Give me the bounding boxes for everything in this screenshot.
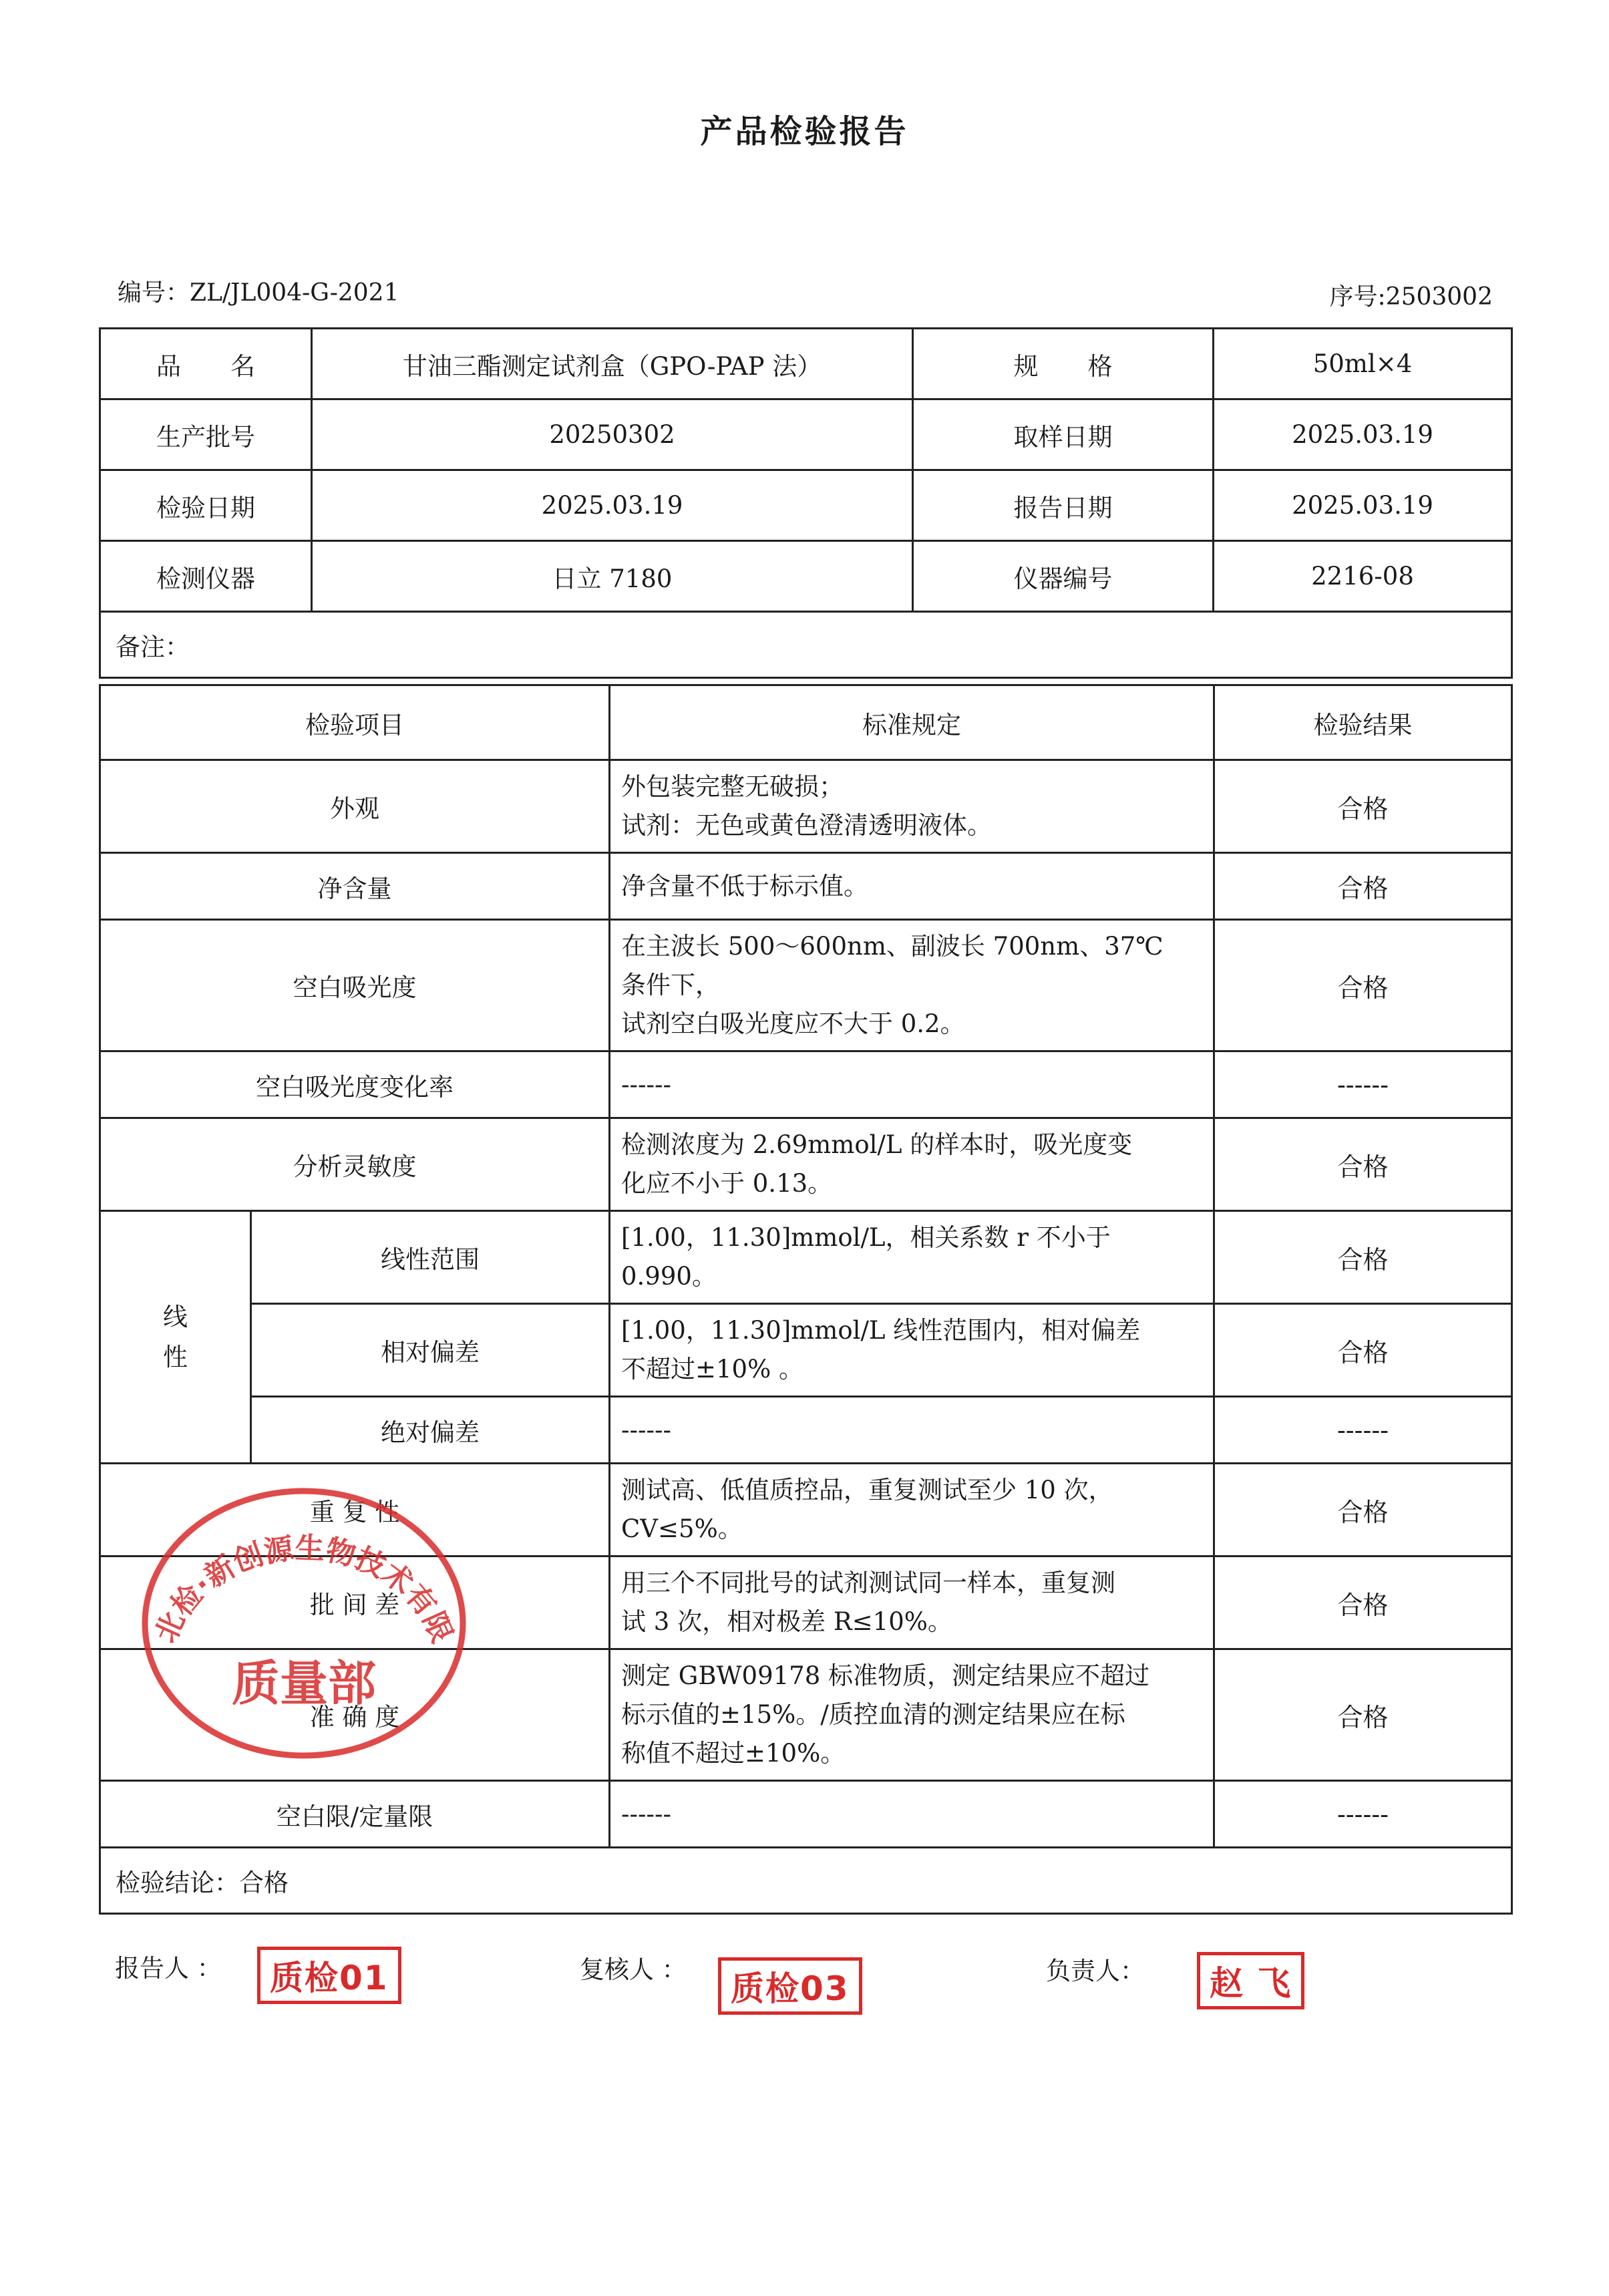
info-row-dates (100, 470, 1512, 541)
table-row (100, 1051, 1512, 1118)
std-line: ------ (621, 1415, 672, 1444)
row-result: ------ (1214, 1051, 1512, 1118)
product-info-table (99, 327, 1513, 679)
std-line: 用三个不同批号的试剂测试同一样本，重复测 (621, 1569, 1115, 1597)
row-standard (610, 1781, 1214, 1848)
seal-ring-text: 北检·新创源生物技术有限 (148, 1531, 460, 1648)
header-result: 检验结果 (1214, 685, 1512, 760)
std-line: 0.990。 (621, 1262, 717, 1291)
row-item: 绝对偏差 (251, 1397, 610, 1464)
row-item: 净含量 (100, 853, 610, 920)
row-standard (610, 1464, 1214, 1556)
std-line: 称值不超过±10%。 (621, 1739, 846, 1768)
report-date-label: 报告日期 (913, 470, 1214, 541)
std-line: 试 3 次，相对极差 R≤10%。 (621, 1607, 952, 1636)
linear-group-label (100, 1211, 251, 1464)
company-seal-stamp (137, 1480, 471, 1760)
inspect-date-value: 2025.03.19 (312, 470, 913, 541)
table-row (100, 920, 1512, 1051)
row-standard (610, 1397, 1214, 1464)
info-row-instrument (100, 541, 1512, 612)
std-line: CV≤5%。 (621, 1514, 743, 1543)
linear-row (100, 1397, 1512, 1464)
seal-center-text: 质量部 (231, 1655, 377, 1711)
row-result: ------ (1214, 1397, 1512, 1464)
conclusion-row (100, 1848, 1512, 1914)
row-result: 合格 (1214, 1649, 1512, 1781)
conclusion: 检验结论：合格 (100, 1848, 1512, 1914)
row-standard (610, 920, 1214, 1051)
std-line: 化应不小于 0.13。 (621, 1169, 833, 1198)
sampling-date-label: 取样日期 (913, 399, 1214, 470)
spec-label: 规 格 (913, 329, 1214, 399)
std-line: 在主波长 500～600nm、副波长 700nm、37℃ (621, 932, 1164, 961)
row-result: 合格 (1214, 1304, 1512, 1397)
instrument-label: 检测仪器 (100, 541, 312, 612)
std-line: 净含量不低于标示值。 (621, 871, 868, 900)
linear-label-char: 性 (163, 1342, 188, 1371)
document-code: 编号：ZL/JL004-G-2021 (118, 279, 399, 307)
row-result: 合格 (1214, 1211, 1512, 1304)
row-standard (610, 1556, 1214, 1649)
serial-number: 序号:2503002 (1329, 283, 1493, 311)
std-line: 不超过±10% 。 (621, 1355, 804, 1383)
linear-row (100, 1304, 1512, 1397)
instrument-no-label: 仪器编号 (913, 541, 1214, 612)
std-line: 测定 GBW09178 标准物质，测定结果应不超过 (621, 1661, 1150, 1690)
row-item: 重 复 性 (100, 1464, 610, 1556)
std-line: 试剂：无色或黄色澄清透明液体。 (621, 811, 992, 840)
row-result: 合格 (1214, 1464, 1512, 1556)
linear-row (100, 1211, 1512, 1304)
std-line: 检测浓度为 2.69mmol/L 的样本时，吸光度变 (621, 1130, 1133, 1159)
row-result: 合格 (1214, 1556, 1512, 1649)
table-header-row (100, 685, 1512, 760)
responsible-label: 负责人： (1046, 1957, 1145, 1985)
row-item: 线性范围 (251, 1211, 610, 1304)
info-row-product (100, 329, 1512, 399)
row-standard (610, 1211, 1214, 1304)
row-result: 合格 (1214, 760, 1512, 853)
row-standard (610, 1051, 1214, 1118)
row-result: 合格 (1214, 1118, 1512, 1211)
row-item: 批 间 差 (100, 1556, 610, 1649)
responsible-stamp: 赵 飞 (1197, 1952, 1304, 2009)
row-standard (610, 853, 1214, 920)
spec-value: 50ml×4 (1214, 329, 1512, 399)
reviewer-stamp: 质检03 (718, 1957, 862, 2015)
linear-label-char: 线 (163, 1302, 188, 1331)
row-result: 合格 (1214, 853, 1512, 920)
svg-text:北京北检·新创源生物技术有限公司 (137, 1480, 459, 1648)
report-title: 产品检验报告 (700, 113, 909, 150)
row-standard (610, 1649, 1214, 1781)
instrument-value: 日立 7180 (312, 541, 913, 612)
report-date-value: 2025.03.19 (1214, 470, 1512, 541)
product-label: 品 名 (100, 329, 312, 399)
std-line: [1.00，11.30]mmol/L，相关系数 r 不小于 (621, 1223, 1111, 1252)
sampling-date-value: 2025.03.19 (1214, 399, 1512, 470)
row-item: 分析灵敏度 (100, 1118, 610, 1211)
row-standard (610, 1118, 1214, 1211)
std-line: 外包装完整无破损； (621, 772, 844, 801)
std-line: ------ (621, 1799, 672, 1828)
row-item: 准 确 度 (100, 1649, 610, 1781)
row-result: 合格 (1214, 920, 1512, 1051)
table-row (100, 1118, 1512, 1211)
row-item: 空白吸光度 (100, 920, 610, 1051)
std-line: 标示值的±15%。/质控血清的测定结果应在标 (621, 1700, 1125, 1729)
table-row (100, 1781, 1512, 1848)
row-standard (610, 760, 1214, 853)
info-row-batch (100, 399, 1512, 470)
inspect-date-label: 检验日期 (100, 470, 312, 541)
table-row (100, 760, 1512, 853)
row-item: 空白限/定量限 (100, 1781, 610, 1848)
reviewer-label: 复核人 ： (580, 1955, 687, 1984)
reporter-stamp: 质检01 (257, 1947, 401, 2004)
std-line: [1.00，11.30]mmol/L 线性范围内，相对偏差 (621, 1316, 1141, 1345)
row-item: 外观 (100, 760, 610, 853)
std-line: 条件下， (621, 971, 720, 999)
header-item: 检验项目 (100, 685, 610, 760)
instrument-no-value: 2216-08 (1214, 541, 1512, 612)
row-standard (610, 1304, 1214, 1397)
std-line: ------ (621, 1070, 672, 1099)
info-row-remark (100, 612, 1512, 678)
header-standard: 标准规定 (610, 685, 1214, 760)
product-value: 甘油三酯测定试剂盒（GPO-PAP 法） (312, 329, 913, 399)
batch-label: 生产批号 (100, 399, 312, 470)
row-item: 空白吸光度变化率 (100, 1051, 610, 1118)
table-row (100, 853, 1512, 920)
batch-value: 20250302 (312, 399, 913, 470)
std-line: 试剂空白吸光度应不大于 0.2。 (621, 1009, 965, 1038)
reporter-label: 报告人 ： (115, 1954, 222, 1983)
remark: 备注： (100, 612, 1512, 678)
row-item: 相对偏差 (251, 1304, 610, 1397)
row-result: ------ (1214, 1781, 1512, 1848)
std-line: 测试高、低值质控品，重复测试至少 10 次， (621, 1476, 1113, 1504)
